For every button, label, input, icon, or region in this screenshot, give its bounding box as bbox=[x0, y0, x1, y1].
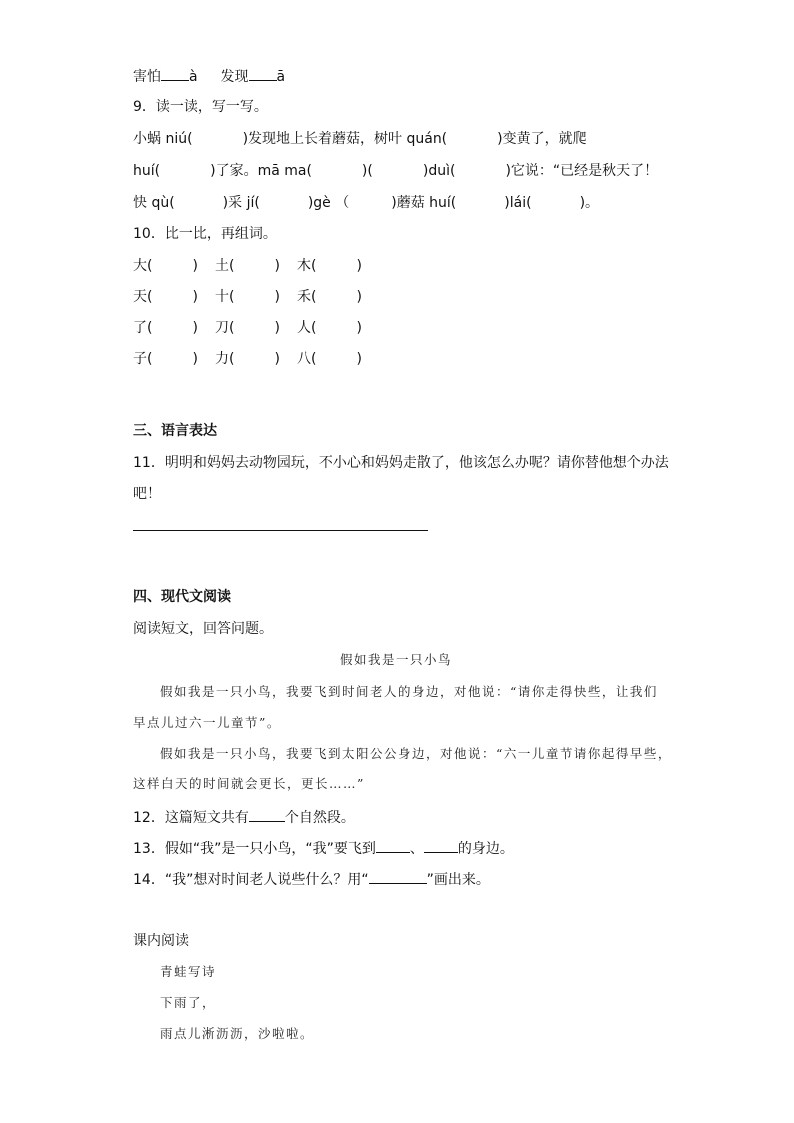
q11-line-2: 吧！ bbox=[133, 486, 161, 502]
q13-text-2: 、 bbox=[409, 841, 424, 857]
q10-char-close: ) bbox=[192, 320, 198, 336]
q13-blank-2[interactable] bbox=[424, 838, 458, 853]
q9-title: 9．读一读，写一写。 bbox=[133, 99, 268, 115]
q10-row-2 bbox=[133, 288, 362, 306]
q9-l2-seg3: )( bbox=[361, 163, 373, 179]
q11-answer-line[interactable] bbox=[133, 530, 428, 531]
q10-char-open: 子( bbox=[133, 351, 153, 367]
q10-char-open: 土( bbox=[215, 258, 235, 274]
q10-row-4 bbox=[133, 350, 362, 368]
q14-underline-sample bbox=[369, 869, 427, 884]
q10-char-close: ) bbox=[356, 351, 362, 367]
passage-p1-line-1: 假如我是一只小鸟，我要飞到时间老人的身边，对他说：“请你走得快些，让我们 bbox=[160, 684, 658, 699]
q13-text-3: 的身边。 bbox=[457, 841, 514, 857]
q12-text-1: 12．这篇短文共有 bbox=[133, 810, 249, 826]
q9-l1-seg1: 小蜗 niú( bbox=[133, 131, 193, 147]
passage-p2-line-2: 这样白天的时间就会更长，更长……” bbox=[133, 776, 365, 791]
section5-heading: 课内阅读 bbox=[133, 933, 189, 949]
q9-l3-seg4: )蘑菇 huí( bbox=[391, 195, 457, 211]
q9-l2-seg5: )它说：“已经是秋天了！ bbox=[505, 163, 659, 179]
q13-text-1: 13．假如“我”是一只小鸟，“我”要飞到 bbox=[133, 841, 376, 857]
q9-l2-seg2: )了家。mā ma( bbox=[210, 163, 312, 179]
q9-l1-seg2: )发现地上长着蘑菇，树叶 quán( bbox=[242, 131, 448, 147]
q10-char-open: 十( bbox=[215, 289, 235, 305]
q10-char-open: 木( bbox=[297, 258, 317, 274]
section3-heading: 三、语言表达 bbox=[133, 423, 217, 439]
q9-l3-seg6: )。 bbox=[579, 195, 600, 211]
q10-char-open: 刀( bbox=[215, 320, 235, 336]
q10-row-3 bbox=[133, 319, 362, 337]
q10-char-close: ) bbox=[274, 351, 280, 367]
q10-char-open: 八( bbox=[297, 351, 317, 367]
q10-char-close: ) bbox=[356, 320, 362, 336]
q10-char-close: ) bbox=[192, 351, 198, 367]
q10-row-1 bbox=[133, 257, 362, 275]
q8-tail-line bbox=[133, 66, 285, 86]
q10-char-close: ) bbox=[356, 258, 362, 274]
q12-text-2: 个自然段。 bbox=[284, 810, 355, 826]
poem-title: 青蛙写诗 bbox=[160, 964, 217, 979]
q10-char-close: ) bbox=[192, 289, 198, 305]
q8-blank-2[interactable] bbox=[249, 66, 277, 81]
q11-line-1: 11．明明和妈妈去动物园玩，不小心和妈妈走散了，他该怎么办呢？请你替他想个办法 bbox=[133, 455, 669, 471]
q9-l1-seg3: )变黄了，就爬 bbox=[497, 131, 587, 147]
q10-char-close: ) bbox=[274, 289, 280, 305]
passage-p1-line-2: 早点儿过六一儿童节”。 bbox=[133, 715, 281, 730]
q8-char-2: ā bbox=[276, 69, 286, 85]
q9-line-2 bbox=[133, 162, 658, 180]
q14-text-1: 14．“我”想对时间老人说些什么？用“ bbox=[133, 872, 369, 888]
reading-instruction: 阅读短文，回答问题。 bbox=[133, 621, 273, 637]
q9-line-3 bbox=[133, 194, 599, 212]
q14-text-2: ”画出来。 bbox=[426, 872, 490, 888]
q8-word-1: 害怕 bbox=[133, 69, 161, 85]
q14 bbox=[133, 869, 490, 889]
q12 bbox=[133, 807, 355, 827]
q9-line-1 bbox=[133, 130, 587, 148]
q9-l3-seg3: )gè （ bbox=[307, 195, 350, 211]
q10-char-open: 禾( bbox=[297, 289, 317, 305]
q13 bbox=[133, 838, 514, 858]
q10-char-close: ) bbox=[192, 258, 198, 274]
poem-line-2: 雨点儿淅沥沥，沙啦啦。 bbox=[160, 1026, 315, 1041]
q12-blank[interactable] bbox=[249, 807, 285, 822]
passage-p2-line-1: 假如我是一只小鸟，我要飞到太阳公公身边，对他说：“六一儿童节请你起得早些， bbox=[160, 746, 672, 761]
q10-char-close: ) bbox=[356, 289, 362, 305]
q10-char-open: 力( bbox=[215, 351, 235, 367]
q10-char-close: ) bbox=[274, 320, 280, 336]
q10-char-open: 天( bbox=[133, 289, 153, 305]
q8-char-1: à bbox=[189, 69, 198, 85]
q9-l2-seg4: )duì( bbox=[422, 163, 456, 179]
poem-line-1: 下雨了， bbox=[160, 995, 217, 1010]
q9-l3-seg2: )采 jí( bbox=[222, 195, 260, 211]
q8-blank-1[interactable] bbox=[161, 66, 189, 81]
q13-blank-1[interactable] bbox=[376, 838, 410, 853]
q8-word-2: 发现 bbox=[220, 69, 249, 85]
q9-l3-seg5: )lái( bbox=[504, 195, 532, 211]
q10-char-open: 了( bbox=[133, 320, 153, 336]
q10-char-open: 大( bbox=[133, 258, 153, 274]
q10-title: 10．比一比，再组词。 bbox=[133, 226, 277, 242]
q10-char-close: ) bbox=[274, 258, 280, 274]
q9-l2-seg1: huí( bbox=[133, 163, 161, 179]
passage-title: 假如我是一只小鸟 bbox=[340, 652, 453, 667]
section4-heading: 四、现代文阅读 bbox=[133, 589, 231, 605]
q9-l3-seg1: 快 qù( bbox=[133, 195, 175, 211]
q10-char-open: 人( bbox=[297, 320, 317, 336]
